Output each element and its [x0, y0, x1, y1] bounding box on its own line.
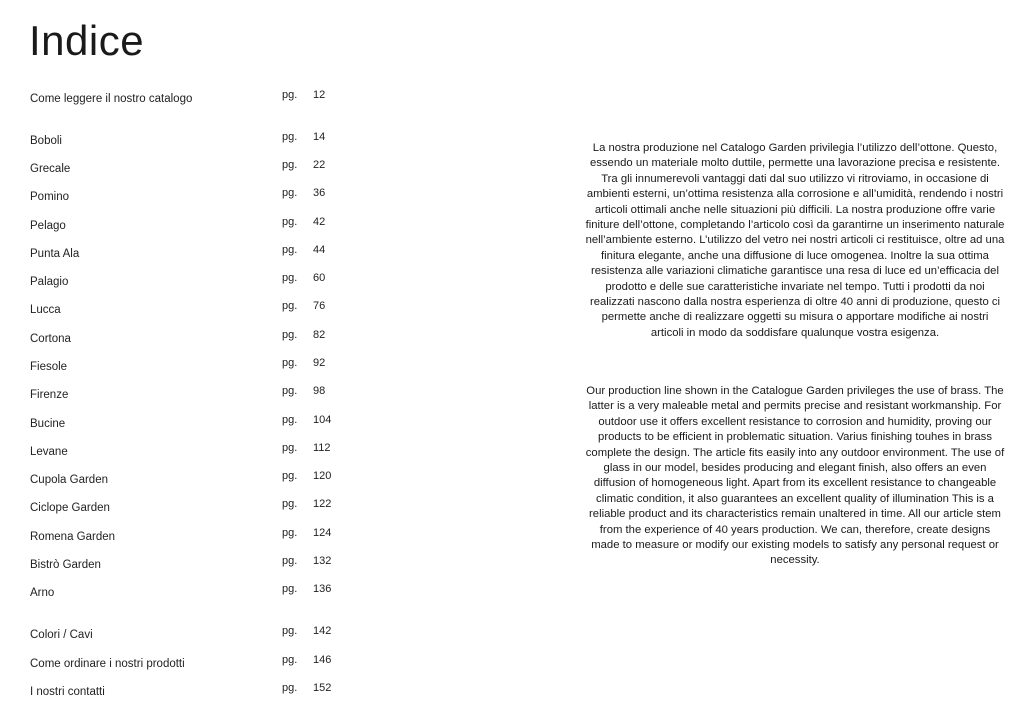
toc-item-pg-prefix: pg.: [282, 442, 298, 454]
toc-item-pg-prefix: pg.: [282, 414, 298, 426]
toc-item-pg-prefix: pg.: [282, 159, 298, 171]
toc-item-pg-prefix: pg.: [282, 583, 298, 595]
toc-item[interactable]: [30, 272, 350, 296]
toc-item-page-number: 104: [313, 414, 332, 426]
toc-item-pg-prefix: pg.: [282, 244, 298, 256]
toc-item-pg-prefix: pg.: [282, 187, 298, 199]
toc-item[interactable]: [30, 300, 350, 324]
description-italian: La nostra produzione nel Catalogo Garden privilegia l’utilizzo dell’ottone. Questo, essendo un materiale molto duttile, permette una lavorazione precisa e resistente. Tra gli innumerevoli vantaggi dati dal suo utilizzo vi ritroviamo, in occasione di ambienti esterni, un’ottima resistenza alla corrosione e all’umidità, rendendo i nostri articoli ottimali anche nelle situazioni più difficili. La nostra produzione offre varie finiture dell’ottone, completando l’articolo così da garantirne un inserimento naturale nell’ambiente esterno. L’utilizzo del vetro nei nostri articoli ci restituisce, oltre ad una finitura elegante, anche una diffusione di luce omogenea. Inoltre la sua ottima resistenza alle variazioni climatiche garantisce una resa di luce ed un’efficacia del prodotto e delle sue caratteristiche invariate nel tempo. Tutti i prodotti da noi realizzati nascono dalla nostra esperienza di oltre 40 anni di produzione, questo ci permette anche di realizzare oggetti su misura o apportare modifiche ai nostri articoli in modo da soddisfare qualunque vostra esigenza.: [585, 142, 1005, 339]
page-title: Indice: [29, 17, 145, 64]
toc-item-pg-prefix: pg.: [282, 131, 298, 143]
toc-item-label: Arno: [30, 587, 55, 599]
toc-item[interactable]: [30, 385, 350, 409]
toc-item-label: Colori / Cavi: [30, 629, 93, 641]
toc-item[interactable]: [30, 625, 350, 649]
toc-item-page-number: 122: [313, 498, 332, 510]
toc-item[interactable]: [30, 89, 350, 113]
toc-item-label: I nostri contatti: [30, 686, 105, 698]
toc-item-page-number: 152: [313, 682, 332, 694]
toc-item-page-number: 142: [313, 625, 332, 637]
toc-item[interactable]: [30, 527, 350, 551]
toc-item-page-number: 36: [313, 187, 326, 199]
toc-item-label: Firenze: [30, 389, 69, 401]
toc-item-page-number: 22: [313, 159, 326, 171]
toc-item-page-number: 112: [313, 442, 331, 454]
toc-item-label: Bistrò Garden: [30, 559, 101, 571]
toc-item-label: Levane: [30, 446, 68, 458]
toc-item-label: Come leggere il nostro catalogo: [30, 93, 193, 105]
toc-item-label: Palagio: [30, 276, 69, 288]
toc-item-pg-prefix: pg.: [282, 300, 298, 312]
toc-item-page-number: 132: [313, 555, 332, 567]
toc-item-label: Lucca: [30, 304, 61, 316]
toc-item-page-number: 136: [313, 583, 332, 595]
toc-item-page-number: 42: [313, 216, 326, 228]
toc-item[interactable]: [30, 187, 350, 211]
toc-item-label: Ciclope Garden: [30, 502, 110, 514]
toc-item[interactable]: [30, 244, 350, 268]
toc-item-page-number: 14: [313, 131, 326, 143]
toc-item-page-number: 98: [313, 385, 326, 397]
toc-item-label: Bucine: [30, 418, 66, 430]
toc-item-page-number: 44: [313, 244, 326, 256]
toc-item-page-number: 120: [313, 470, 332, 482]
toc-item-page-number: 12: [313, 89, 326, 101]
toc-item-page-number: 76: [313, 300, 326, 312]
toc-item[interactable]: [30, 159, 350, 183]
toc-item-pg-prefix: pg.: [282, 555, 298, 567]
description-english: Our production line shown in the Catalogue Garden privileges the use of brass. The latter is a very maleable metal and permits precise and resistant workmanship. For outdoor use it offers excellent resistance to corrosion and humidity, proving our products to be efficient in problematic situation. Varius finishing touhes in brass complete the design. The article fits easily into any outdoor environment. The use of glass in our model, besides producing and elegant finish, also offers an even diffusion of homogeneous light. Apart from its excellent resistance to changeable climatic condition, it also guarantees an excellent quality of illumination This is a reliable product and its characteristics remain unaltered in time. All our article stem from the experience of 40 years production. We can, therefore, create designs made to measure or modify our existing models to satisfy any personal request or necessity.: [585, 385, 1005, 567]
toc-item-label: Grecale: [30, 163, 71, 175]
toc-item[interactable]: [30, 442, 350, 466]
toc-item[interactable]: [30, 555, 350, 579]
toc-item-pg-prefix: pg.: [282, 357, 298, 369]
toc-item-label: Cupola Garden: [30, 474, 108, 486]
toc-item-pg-prefix: pg.: [282, 527, 298, 539]
toc-item[interactable]: [30, 414, 350, 438]
toc-item-pg-prefix: pg.: [282, 89, 298, 101]
toc-item-label: Punta Ala: [30, 248, 80, 260]
toc-item-pg-prefix: pg.: [282, 498, 298, 510]
toc-item[interactable]: [30, 583, 350, 607]
toc-item-pg-prefix: pg.: [282, 682, 298, 694]
toc-item-pg-prefix: pg.: [282, 272, 298, 284]
toc-item-pg-prefix: pg.: [282, 329, 298, 341]
toc-item-label: Pelago: [30, 220, 66, 232]
toc-item-label: Cortona: [30, 333, 71, 345]
table-of-contents: [30, 0, 350, 704]
toc-item-label: Romena Garden: [30, 531, 116, 543]
toc-item-page-number: 82: [313, 329, 326, 341]
toc-item-pg-prefix: pg.: [282, 216, 298, 228]
toc-item-label: Boboli: [30, 135, 62, 147]
toc-item-page-number: 60: [313, 272, 326, 284]
toc-item[interactable]: [30, 329, 350, 353]
toc-item[interactable]: [30, 357, 350, 381]
toc-item[interactable]: [30, 498, 350, 522]
toc-item[interactable]: [30, 131, 350, 155]
toc-item-pg-prefix: pg.: [282, 625, 298, 637]
toc-item-pg-prefix: pg.: [282, 385, 298, 397]
toc-item-label: Come ordinare i nostri prodotti: [30, 658, 185, 670]
toc-item[interactable]: [30, 654, 350, 678]
toc-item-page-number: 146: [313, 654, 332, 666]
toc-item-page-number: 92: [313, 357, 326, 369]
toc-item[interactable]: [30, 470, 350, 494]
toc-item-label: Fiesole: [30, 361, 68, 373]
toc-item[interactable]: [30, 682, 350, 706]
toc-item-label: Pomino: [30, 191, 69, 203]
toc-item-pg-prefix: pg.: [282, 470, 298, 482]
toc-item-page-number: 124: [313, 527, 332, 539]
toc-item-pg-prefix: pg.: [282, 654, 298, 666]
toc-item[interactable]: [30, 216, 350, 240]
